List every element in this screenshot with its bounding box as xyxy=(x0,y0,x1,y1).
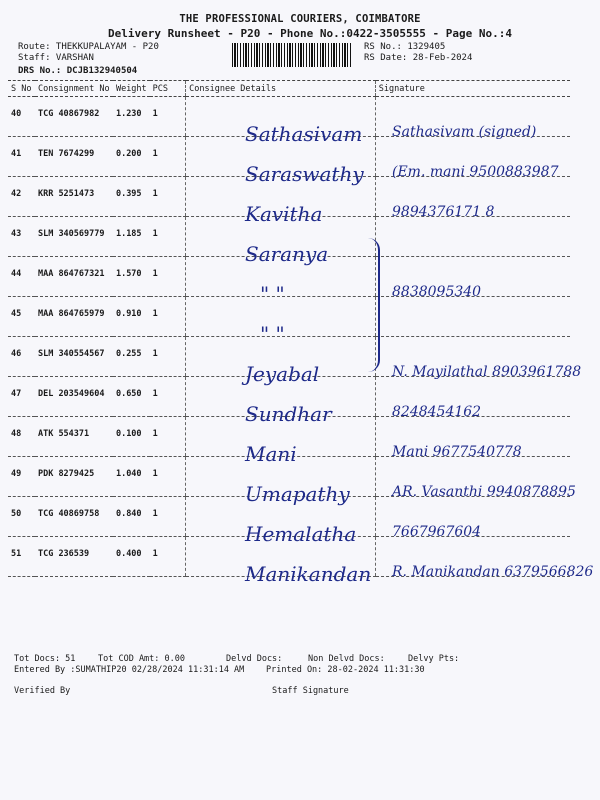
sno-cell: 42 xyxy=(8,177,35,217)
weight-cell: 0.840 xyxy=(113,497,150,537)
handwritten-signature: 9894376171 8 xyxy=(392,204,495,220)
consignment-cell: SLM 340554567 xyxy=(35,337,113,377)
rs-number: RS No.: 1329405 xyxy=(364,42,446,52)
pcs-cell: 1 xyxy=(150,137,186,177)
handwritten-signature: 8838095340 xyxy=(392,284,482,300)
handwritten-consignee-name: Sundhar xyxy=(245,402,332,426)
handwritten-consignee-name: Manikandan xyxy=(245,562,372,586)
pcs-cell: 1 xyxy=(150,97,186,137)
col-consignee: Consignee Details xyxy=(186,81,376,97)
handwritten-signature: Mani 9677540778 xyxy=(392,444,522,460)
consignment-cell: TCG 236539 xyxy=(35,537,113,577)
route-label: Route: THEKKUPALAYAM - P20 xyxy=(18,42,159,52)
staff-signature: Staff Signature xyxy=(272,686,349,696)
pcs-cell: 1 xyxy=(150,257,186,297)
consignment-cell: TCG 40867982 xyxy=(35,97,113,137)
col-consignment: Consignment No xyxy=(35,81,113,97)
table-row xyxy=(8,297,570,337)
consignment-cell: DEL 203549604 xyxy=(35,377,113,417)
sno-cell: 49 xyxy=(8,457,35,497)
weight-cell: 0.910 xyxy=(113,297,150,337)
weight-cell: 0.100 xyxy=(113,417,150,457)
sno-cell: 48 xyxy=(8,417,35,457)
runsheet-subtitle: Delivery Runsheet - P20 - Phone No.:0422-3505555 - Page No.:4 xyxy=(108,27,512,40)
entered-by: Entered By :SUMATHIP20 02/28/2024 11:31:14 AM xyxy=(14,665,245,675)
consignment-cell: MAA 864765979 xyxy=(35,297,113,337)
col-weight: Weight xyxy=(113,81,150,97)
consignment-cell: SLM 340569779 xyxy=(35,217,113,257)
handwritten-consignee-name: Jeyabal xyxy=(245,362,320,386)
consignment-cell: PDK 8279425 xyxy=(35,457,113,497)
table-header-row xyxy=(8,81,570,97)
col-pcs: PCS xyxy=(150,81,186,97)
consignment-cell: KRR 5251473 xyxy=(35,177,113,217)
sno-cell: 41 xyxy=(8,137,35,177)
total-docs: Tot Docs: 51 xyxy=(14,654,76,664)
staff-label: Staff: VARSHAN xyxy=(18,53,94,63)
handwritten-consignee-name: " " xyxy=(260,322,285,346)
pcs-cell: 1 xyxy=(150,497,186,537)
handwritten-consignee-name: Saranya xyxy=(245,242,329,266)
handwritten-consignee-name: Hemalatha xyxy=(245,522,357,546)
weight-cell: 0.200 xyxy=(113,137,150,177)
handwritten-consignee-name: Umapathy xyxy=(245,482,350,506)
total-cod: Tot COD Amt: 0.00 xyxy=(98,654,185,664)
verified-by: Verified By xyxy=(14,686,71,696)
weight-cell: 0.395 xyxy=(113,177,150,217)
handwritten-consignee-name: Kavitha xyxy=(245,202,323,226)
non-delivered-docs: Non Delvd Docs: xyxy=(308,654,385,664)
handwritten-signature: AR. Vasanthi 9940878895 xyxy=(392,484,576,500)
handwritten-signature: Sathasivam (signed) xyxy=(392,124,537,140)
handwritten-consignee-name: " " xyxy=(260,282,285,306)
handwritten-signature: 8248454162 xyxy=(392,404,482,420)
barcode xyxy=(232,43,352,67)
sno-cell: 43 xyxy=(8,217,35,257)
pcs-cell: 1 xyxy=(150,177,186,217)
col-sno: S No xyxy=(8,81,35,97)
pcs-cell: 1 xyxy=(150,217,186,257)
handwritten-signature: R. Manikandan 6379566826 xyxy=(392,564,594,580)
handwritten-consignee-name: Sathasivam xyxy=(245,122,363,146)
handwritten-consignee-name: Mani xyxy=(245,442,297,466)
sno-cell: 45 xyxy=(8,297,35,337)
weight-cell: 1.040 xyxy=(113,457,150,497)
col-signature: Signature xyxy=(375,81,570,97)
consignment-cell: MAA 864767321 xyxy=(35,257,113,297)
weight-cell: 0.255 xyxy=(113,337,150,377)
weight-cell: 0.400 xyxy=(113,537,150,577)
handwritten-signature: N. Mayilathal 8903961788 xyxy=(392,364,582,380)
weight-cell: 1.230 xyxy=(113,97,150,137)
sno-cell: 44 xyxy=(8,257,35,297)
pcs-cell: 1 xyxy=(150,297,186,337)
pcs-cell: 1 xyxy=(150,537,186,577)
weight-cell: 1.570 xyxy=(113,257,150,297)
handwritten-signature: 7667967604 xyxy=(392,524,482,540)
weight-cell: 0.650 xyxy=(113,377,150,417)
consignment-cell: ATK 554371 xyxy=(35,417,113,457)
rs-date: RS Date: 28-Feb-2024 xyxy=(364,53,473,63)
sno-cell: 40 xyxy=(8,97,35,137)
sno-cell: 46 xyxy=(8,337,35,377)
pcs-cell: 1 xyxy=(150,377,186,417)
sno-cell: 47 xyxy=(8,377,35,417)
pcs-cell: 1 xyxy=(150,337,186,377)
pcs-cell: 1 xyxy=(150,417,186,457)
delivered-docs: Delvd Docs: xyxy=(226,654,283,664)
printed-on: Printed On: 28-02-2024 11:31:30 xyxy=(266,665,425,675)
delivery-points: Delvy Pts: xyxy=(408,654,460,664)
handwritten-brace xyxy=(368,238,380,372)
sno-cell: 51 xyxy=(8,537,35,577)
company-title: THE PROFESSIONAL COURIERS, COIMBATORE xyxy=(179,13,421,25)
handwritten-signature: (Em. mani 9500883987 xyxy=(392,164,559,180)
consignment-cell: TEN 7674299 xyxy=(35,137,113,177)
signature-cell xyxy=(375,297,570,337)
drs-number: DRS No.: DCJB132940504 xyxy=(18,66,138,76)
pcs-cell: 1 xyxy=(150,457,186,497)
weight-cell: 1.185 xyxy=(113,217,150,257)
signature-cell xyxy=(375,217,570,257)
consignment-cell: TCG 40869758 xyxy=(35,497,113,537)
handwritten-consignee-name: Saraswathy xyxy=(245,162,364,186)
sno-cell: 50 xyxy=(8,497,35,537)
